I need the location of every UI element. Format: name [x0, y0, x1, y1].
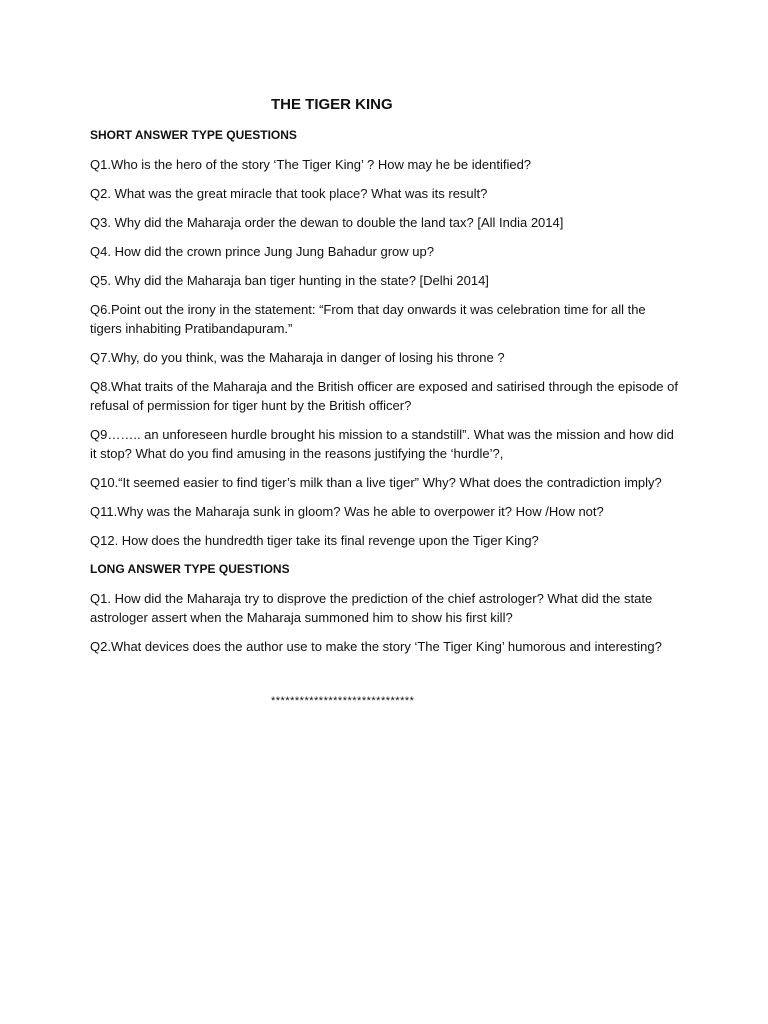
short-question-3: Q3. Why did the Maharaja order the dewan to double the land tax? [All India 2014]	[90, 215, 564, 230]
short-question-1: Q1.Who is the hero of the story ‘The Tiger King’ ? How may he be identified?	[90, 157, 532, 172]
short-answer-heading: SHORT ANSWER TYPE QUESTIONS	[90, 128, 297, 142]
long-question-1: Q1. How did the Maharaja try to disprove the prediction of the chief astrologer? What did the state astrologer assert when the Maharaja summoned him to show his first kill?	[90, 591, 653, 625]
short-question-2: Q2. What was the great miracle that took place? What was its result?	[90, 186, 488, 201]
short-question-6: Q6.Point out the irony in the statement: “From that day onwards it was celebration time for all the tigers inhabiting Pratibandapuram.”	[90, 302, 646, 336]
document-body	[90, 126, 680, 666]
short-question-4: Q4. How did the crown prince Jung Jung Bahadur grow up?	[90, 244, 434, 259]
long-question-2: Q2.What devices does the author use to make the story ‘The Tiger King’ humorous and interesting?	[90, 639, 662, 654]
short-question-5: Q5. Why did the Maharaja ban tiger hunting in the state? [Delhi 2014]	[90, 273, 489, 288]
end-separator: ******************************	[271, 695, 415, 707]
short-question-7: Q7.Why, do you think, was the Maharaja in danger of losing his throne ?	[90, 350, 505, 365]
short-question-10: Q10.“It seemed easier to find tiger’s milk than a live tiger” Why? What does the contradiction imply?	[90, 475, 662, 490]
page-title: THE TIGER KING	[271, 96, 393, 113]
long-answer-heading: LONG ANSWER TYPE QUESTIONS	[90, 562, 290, 576]
short-question-9: Q9…….. an unforeseen hurdle brought his mission to a standstill”. What was the mission and how did it stop? What do you find amusing in the reasons justifying the ‘hurdle’?,	[90, 427, 674, 461]
short-question-8: Q8.What traits of the Maharaja and the British officer are exposed and satirised through the episode of refusal of permission for tiger hunt by the British officer?	[90, 379, 678, 413]
short-question-11: Q11.Why was the Maharaja sunk in gloom? Was he able to overpower it? How /How not?	[90, 504, 604, 519]
short-question-12: Q12. How does the hundredth tiger take its final revenge upon the Tiger King?	[90, 533, 539, 548]
